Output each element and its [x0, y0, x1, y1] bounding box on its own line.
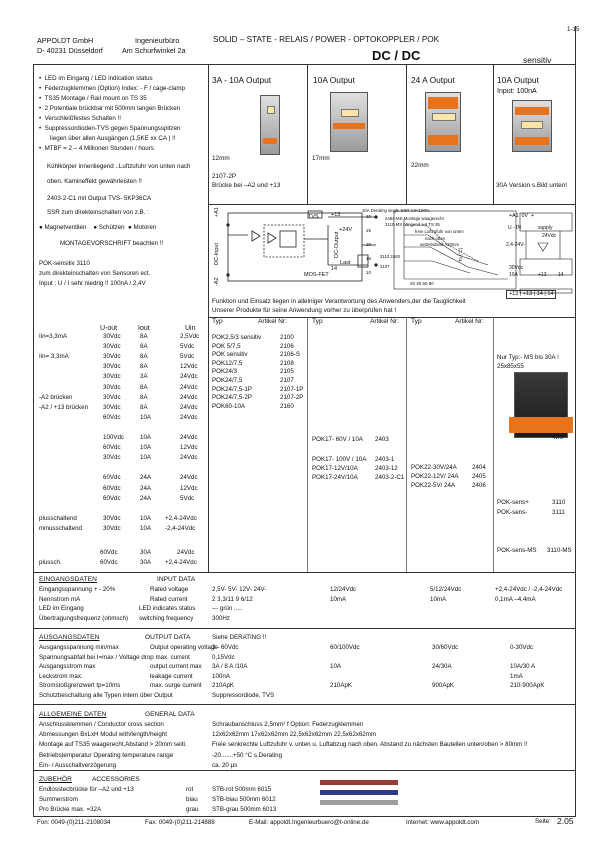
table-cell: 24Vdc [180, 393, 198, 401]
article-number: 2100 [280, 334, 294, 341]
pin-label: 2,4-24V- [506, 242, 525, 248]
article-number: 3110 [552, 499, 566, 506]
table-cell: 8A [140, 393, 148, 401]
table-cell: Pro Brücke max. =32A [39, 805, 102, 813]
table-cell: LED im Eingang [39, 605, 84, 613]
section-title-en: OUTPUT DATA [145, 634, 191, 641]
table-cell: Ein- / Ausschaltverzögerung [39, 761, 117, 769]
section-title: ZUBEHÖR [39, 776, 72, 783]
caption: Brücke bei –A2 und +13 [212, 182, 281, 189]
table-cell: 10A [140, 444, 152, 452]
caption: 2107-2P [212, 173, 237, 180]
table-cell: -A2 / +13 brücken [39, 403, 89, 411]
table-cell: 24A [140, 494, 152, 502]
article-number: 2106 [280, 342, 294, 350]
ssr-note: SSR zum direkteinschalten von z.B. : [47, 209, 149, 216]
col-header-uout: U-out [100, 325, 118, 332]
table-cell: 30Vdc [103, 524, 121, 532]
table-cell: 5/12/24Vdc [430, 586, 462, 593]
divider [33, 64, 576, 65]
pin-label: 30Vdc [509, 265, 524, 271]
diagram-label: Last [340, 260, 351, 266]
type-name: POK22-30V/24A [411, 464, 457, 471]
type-name: POK17- 60V / 10A [312, 436, 363, 443]
divider [33, 628, 576, 629]
table-cell: 8A [140, 383, 148, 391]
pin-label: +A1 0V + [509, 213, 535, 219]
table-cell: Übertragungsfrequenz (ohmsch) [39, 614, 129, 622]
pok-sens-input: Input : U / I sehr niedrig !! 100nA / 2,4V [39, 280, 146, 287]
pin-label: +13 | +13 | 14 | 14 [506, 290, 556, 299]
article-number: 3111 [552, 509, 565, 516]
table-cell: 10A [140, 413, 152, 421]
table-cell: 24Vdc [180, 383, 198, 391]
table-cell: Suppressordiode, TVS [212, 692, 275, 699]
derating-axis: Tu (°C) [458, 247, 463, 262]
diagram-label: DC-Input [214, 242, 220, 265]
col-header-typ: Typ [411, 318, 422, 325]
type-name: POK-sens- [497, 509, 528, 516]
page-number: 1-15 [567, 26, 580, 33]
cooling-note: Kühlkörper innenliegend ..Luftzufuhr von unten nach [47, 163, 191, 170]
caption: 12mm [212, 155, 230, 162]
caption: 17mm [312, 155, 330, 162]
grey-bridge-image [320, 800, 398, 805]
company-city: D- 40231 Düsseldorf [37, 46, 103, 55]
col-header-art: Artikel Nr: [370, 318, 399, 325]
pok-sens-desc: zum direkteinschalten von Sensoren ect. [39, 270, 151, 277]
table-cell: 60Vdc [103, 474, 121, 482]
article-number: 2403 [375, 436, 389, 443]
pin-label: 24Vdc [542, 233, 557, 239]
table-cell: minusschaltend [39, 524, 82, 532]
derating-label: freie Luftzufuhr von unten [415, 229, 464, 234]
table-cell: 24Vdc [180, 373, 198, 381]
pin-label: 10A [509, 272, 518, 278]
footer-internet[interactable]: Internet: www.appoldt.com [406, 819, 479, 826]
table-cell: 210ApK [212, 682, 235, 690]
section-title: AUSGANGSDATEN [39, 634, 100, 641]
table-cell: plussch. [39, 559, 62, 566]
disclaimer: Funktion und Einsatz liegen in alleiniger Verantwortung des Anwenders,der die Tauglichkeit [212, 298, 466, 305]
table-cell: Stromstoßgrenzwert tp=10ms [39, 682, 121, 690]
derating-label: 10A Derating single SSR C0<100% [362, 208, 430, 213]
col-header-typ: Typ [312, 318, 323, 325]
table-cell: 210-900ApK [510, 682, 545, 690]
pin-label: 14 [558, 272, 564, 278]
table-cell: LED indicates status [139, 605, 196, 613]
table-cell: 30Vdc [103, 393, 121, 401]
type-name: POK60-10A [212, 402, 246, 410]
table-cell: 210ApK [330, 682, 353, 690]
table-cell: STB-blau 500mm 6012 [212, 795, 276, 803]
divider [406, 317, 407, 573]
type-name: POK-sens-MS [497, 547, 537, 554]
product-head-4-sub: Input: 100nA [497, 88, 537, 95]
list-item: • MTBF = 2 – 4 Millionen Stunden / hours [39, 145, 154, 152]
list-item: • LED im Eingang / LED indication status [39, 75, 153, 82]
divider [493, 64, 494, 204]
type-name: POK17-12V/10A [312, 465, 358, 472]
table-cell: 60Vdc [103, 444, 121, 452]
article-number: 2107 [280, 377, 294, 384]
table-cell: Ausgangsstrom max [39, 663, 96, 671]
diagram-label: TVS [308, 214, 319, 220]
tvs-note: 2403-2-C1 mit Output TVS- 5KP36CA [47, 195, 152, 202]
table-cell: 5Vdc [180, 494, 195, 502]
table-cell: Schraubanschluss 2,5mm² f Option: Federzugklemmen [212, 721, 364, 728]
table-cell: STB-grau 500mm 6013 [212, 805, 277, 813]
table-cell: 30Vdc [103, 454, 121, 462]
article-number: 2107-2P [280, 394, 304, 402]
table-cell: rot [186, 786, 194, 793]
diagram-label: +24V [339, 227, 352, 233]
table-cell: --- grün ..... [212, 605, 243, 613]
type-name: POK24/7,5-1P [212, 385, 252, 393]
caption: 30A Version s.Bild unten! [496, 182, 568, 189]
article-number: 2403-2-C1 [375, 474, 405, 481]
divider [307, 64, 308, 204]
footer-page-label: Seite: [535, 818, 551, 825]
montage-note: MONTAGEVORSCHRIFT beachten !! [60, 240, 164, 247]
table-cell: Leckstrom max. [39, 672, 83, 680]
table-cell: 8A [140, 343, 148, 351]
article-number: 2108 [280, 359, 294, 367]
derating-axis: 30 [366, 214, 372, 219]
article-number: 3110-MS [547, 547, 572, 554]
product-head-1: 3A - 10A Output [212, 75, 272, 85]
section-title: ALLGEMEINE DATEN [39, 711, 107, 718]
footer-fax: Fax: 0049-(0)211-214888 [145, 819, 215, 826]
derating-axis: 20 [366, 242, 372, 247]
product-image [512, 100, 552, 152]
derating-label: seitlAbstand >20mm [420, 242, 460, 247]
divider [33, 704, 576, 705]
article-number: 2106-S [280, 351, 300, 359]
divider [493, 317, 494, 573]
article-number: 2403-1 [375, 456, 395, 463]
type-name: POK24/7,5-2P [212, 394, 252, 402]
table-cell: 24A [140, 484, 152, 492]
col-header-typ: Typ [212, 318, 223, 325]
table-cell: Summerstrom [39, 795, 78, 803]
derating-note: Siehe DERATING !! [212, 634, 267, 641]
table-cell: +2,4-24Vdc [165, 514, 197, 522]
diagram-label: MOS-FET [304, 272, 329, 278]
section-title-en: INPUT DATA [157, 576, 196, 583]
type-name: POK17- 100V / 10A [312, 456, 367, 463]
table-cell: +2,4-24Vdc / -2,4-24Vdc [495, 586, 563, 593]
ssr-items: ● Magnetventilen ● Schützen ● Motoren [39, 224, 157, 231]
table-cell: 24Vdc [180, 474, 198, 482]
table-cell: 10A [140, 434, 152, 441]
table-cell: 12x62x62mm 17x62x62mm 22,5x62x62mm 22,5x62x62mm [212, 731, 377, 739]
table-cell: 24Vdc [180, 413, 198, 421]
type-name: POK 5/7,5 [212, 342, 241, 350]
table-cell: switching frequency [139, 614, 194, 622]
footer-fon: Fon: 0049-(0)211-2108034 [37, 819, 111, 826]
divider [575, 26, 576, 816]
derating-label: nach oben [425, 236, 446, 241]
list-item: • 2 Potentiale brückbar mit 500mm langen Brücken [39, 105, 181, 112]
table-cell: 12/24Vdc [330, 586, 357, 593]
header-sensitiv: sensitiv [523, 55, 552, 65]
table-cell: ca. 20 µs [212, 761, 238, 769]
article-number: 2160 [280, 402, 294, 410]
blue-bridge-image [320, 790, 398, 795]
table-cell: 30Vdc [103, 403, 121, 411]
col-header-art: Artikel Nr: [258, 318, 287, 325]
red-bridge-image [320, 780, 398, 785]
pok-sens-title: POK-sensitiv 3110 [39, 260, 90, 267]
table-cell: plusschaltend [39, 514, 77, 522]
diagram-label: DC-Output [334, 231, 340, 258]
type-name: POK22-12V/ 24A [411, 473, 459, 480]
article-number: 2404 [472, 464, 486, 471]
table-cell: 30Vdc [103, 373, 121, 381]
table-cell: 100nA [212, 672, 230, 680]
list-item: • Federzugklemmen (Option) Index: - F / cage-clamp [39, 85, 185, 92]
table-cell: Betriebstemperatur Operating temperature range [39, 751, 174, 759]
divider [208, 64, 209, 573]
list-item: • TS35 Montage / Rail mount on TS 35 [39, 95, 147, 102]
type-name: POK sensitiv [212, 351, 248, 359]
table-cell: 10A [140, 514, 152, 522]
article-number: 2107-1P [280, 385, 304, 393]
table-cell: output current max [150, 663, 202, 671]
table-cell: 24/30A [432, 663, 452, 671]
table-cell: 60Vdc [103, 413, 121, 421]
article-number: 2105 [280, 368, 294, 376]
article-number: 2403-12 [375, 465, 398, 472]
pin-label: U - IN [508, 225, 522, 231]
type-name: POK12/7,5 [212, 359, 243, 367]
table-cell: max. surge current [150, 682, 202, 690]
company-dept: Ingenieurbüro [135, 36, 180, 45]
table-cell: Spannungsabfall bei I=max / Voltage drop max. current [39, 653, 190, 661]
table-cell: 30Vdc [103, 353, 121, 361]
table-cell: 5Vdc [180, 353, 195, 361]
table-cell: Iin=3,3mA [39, 333, 68, 340]
type-name: POK-sens+ [497, 499, 529, 506]
table-cell: 8A [140, 353, 148, 361]
list-item: • Suppressordioden-TVS gegen Spannungsspitzen [39, 125, 181, 132]
ms-note: Nur Typ:- MS bis 30A ! [497, 354, 559, 361]
table-cell: 3A [140, 373, 148, 381]
table-cell: -20.......+50 °C s.Derating [212, 751, 283, 759]
table-cell: 30Vdc [103, 333, 121, 340]
table-cell: 10mA [330, 595, 347, 603]
table-cell: Endlosstecbrücke für –A2 und +13 [39, 786, 134, 793]
table-cell: Schutzbeschaltung alle Typen intern über Output [39, 692, 173, 699]
table-cell: 300Hz [212, 614, 230, 622]
table-cell: 60Vdc [103, 494, 121, 502]
table-cell: 5Vdc [180, 343, 195, 351]
table-cell: Eingangsspannung + - 20% [39, 586, 116, 593]
table-cell: 10A [330, 663, 342, 671]
table-cell: 60Vdc [103, 484, 121, 492]
company-name: APPOLDT GmbH [37, 36, 94, 45]
cooling-note: oben. Kamineffekt gewährleisten !! [47, 178, 142, 185]
table-cell: 30Vdc [103, 363, 121, 371]
table-cell: 3 - 60Vdc [212, 644, 239, 651]
derating-label: 3110-MS hängend aut TS 35 [385, 222, 440, 227]
divider [33, 770, 576, 771]
product-image [330, 92, 368, 152]
table-cell: Freie senkrechte Luftzufuhr v. unten u. Luftabzug nach oben. Abstand zu nächsten Bauteilen unten/oben > 80mm !! [212, 741, 528, 749]
col-header-art: Artikel Nr: [455, 318, 484, 325]
table-cell: 30Vdc [103, 383, 121, 391]
derating-axis: 10 [366, 270, 372, 275]
disclaimer: Unserer Produkte für seine Anwendung vorher zu überprüfen hat ! [212, 307, 397, 314]
table-cell: 0,15Vdc [212, 653, 235, 661]
table-cell: 10mA [430, 595, 447, 603]
caption: 22mm [411, 162, 429, 169]
section-title-en: GENERAL DATA [145, 711, 195, 718]
table-cell: 24A [140, 474, 152, 482]
product-image [260, 95, 280, 155]
table-cell: 2 3,3/11 9 6/12 [212, 595, 253, 603]
table-cell: 10A [140, 454, 152, 462]
table-cell: 12Vdc [180, 484, 198, 492]
product-image [425, 92, 461, 152]
diagram-label: +13 [331, 212, 341, 218]
type-name: POK17-24V/10A [312, 474, 358, 481]
table-cell: 12Vdc [180, 444, 198, 452]
derating-axis: 15 [366, 256, 372, 261]
table-cell: 8A [140, 363, 148, 371]
table-cell: Anschlussklemmen / Conductor cross section [39, 721, 164, 728]
table-cell: 30/60Vdc [432, 644, 459, 651]
section-title: EINGANGSDATEN [39, 576, 97, 583]
table-cell: 10A [140, 524, 152, 532]
article-number: 2405 [472, 473, 486, 480]
derating-axis: 20 40 60 80 [410, 281, 434, 286]
table-cell: 60Vdc [100, 549, 118, 556]
diagram-label: +A1 [214, 207, 220, 217]
table-cell: 2,5V- 5V- 12V- 24V- [212, 586, 267, 593]
table-cell: Rated current [150, 595, 188, 603]
divider [33, 572, 576, 573]
list-item: liegen über allen Ausgängen (1,5KE xx CA ) !! [50, 135, 176, 142]
table-cell: 60/100Vdc [330, 644, 360, 651]
table-cell: 30Vdc [103, 514, 121, 522]
col-header-iout: Iout [138, 325, 150, 332]
table-cell: 30A [140, 559, 152, 566]
col-header-uin: Uin [185, 325, 196, 332]
table-cell: Iin= 3,3mA [39, 353, 69, 361]
table-cell: 24Vdc [180, 403, 198, 411]
product-head-4: 10A Output [497, 75, 539, 85]
table-cell: 30A [140, 549, 152, 556]
ms-label: -MS [552, 434, 564, 441]
table-cell: 0,1mA –4,4mA [495, 595, 536, 603]
table-cell: 8A [140, 333, 148, 340]
product-head-2: 10A Output [313, 75, 355, 85]
table-cell: 12Vdc [180, 363, 198, 371]
table-cell: grau [186, 805, 199, 813]
derating-label: 2107 [380, 264, 390, 269]
type-name: POK2,5/3 sensitiv [212, 334, 262, 341]
article-number: 2406 [472, 482, 486, 489]
footer-email[interactable]: E-Mail: appoldt.Ingenieurbuero@t-online.de [249, 819, 369, 826]
table-cell: 24Vdc [180, 434, 198, 441]
table-cell: Montage auf TS35 waagerecht,Abstand > 20mm seitl. [39, 741, 187, 749]
diagram-label: -A2 [214, 277, 220, 286]
type-name: POK24/7,5 [212, 377, 243, 384]
table-cell: 1mA [510, 672, 523, 680]
divider [307, 317, 308, 573]
table-cell: Ausgangsspannung min/max [39, 644, 119, 651]
divider [406, 64, 407, 204]
table-cell: Rated voltage [150, 586, 189, 593]
header-subtitle: DC / DC [372, 48, 421, 63]
table-cell: blau [186, 795, 198, 803]
table-cell: 60Vdc [100, 559, 118, 566]
derating-label: 3110 2483 [380, 254, 400, 259]
table-cell: Nennstrom mA [39, 595, 81, 603]
table-cell: 8A [140, 403, 148, 411]
product-image [514, 372, 568, 438]
table-cell: 0-30Vdc [510, 644, 534, 651]
table-cell: 30Vdc [103, 343, 121, 351]
company-street: Am Schurfwinkel 2a [122, 46, 186, 55]
product-head-3: 24 A Output [411, 75, 455, 85]
type-name: POK22-5V/ 24A [411, 482, 456, 489]
table-cell: 24Vdc [180, 454, 198, 462]
table-cell: 2,5Vdc [180, 333, 200, 340]
derating-axis: 25 [366, 228, 372, 233]
table-cell: STB-rot 500mm 6015 [212, 786, 272, 793]
pin-label: supply [538, 225, 553, 231]
table-cell: 24Vdc [177, 549, 195, 556]
section-title-en: ACCESSORIES [92, 776, 140, 783]
table-cell: leakage current [150, 672, 193, 680]
list-item: • Verschleißfestes Schalten !! [39, 115, 121, 122]
table-cell: -A2 brücken [39, 393, 73, 401]
pin-label: +13 [538, 272, 547, 278]
divider [33, 816, 576, 817]
table-cell: 100Vdc [103, 434, 124, 441]
diagram-label: 14 [331, 266, 338, 272]
table-cell: 900ApK [432, 682, 455, 690]
table-cell: 10A/30 A [510, 663, 536, 671]
table-cell: Abmessungen BxLxH Modul with/length/height [39, 731, 167, 739]
footer-page-number: 2.05 [557, 816, 574, 826]
type-name: POK24/3 [212, 368, 238, 376]
table-cell: -2,4-24Vdc [165, 524, 196, 532]
table-cell: +2,4-24Vdc [165, 559, 197, 566]
table-cell: Output operating voltage [150, 644, 218, 651]
table-cell: 3A / 8 A /10A [212, 663, 248, 671]
ms-size: 25x85x55 [497, 363, 524, 370]
header-title: SOLID – STATE - RELAIS / POWER - OPTOKOPPLER / POK [213, 35, 440, 44]
derating-label: 2484-MS Montage waagerecht [385, 216, 444, 221]
